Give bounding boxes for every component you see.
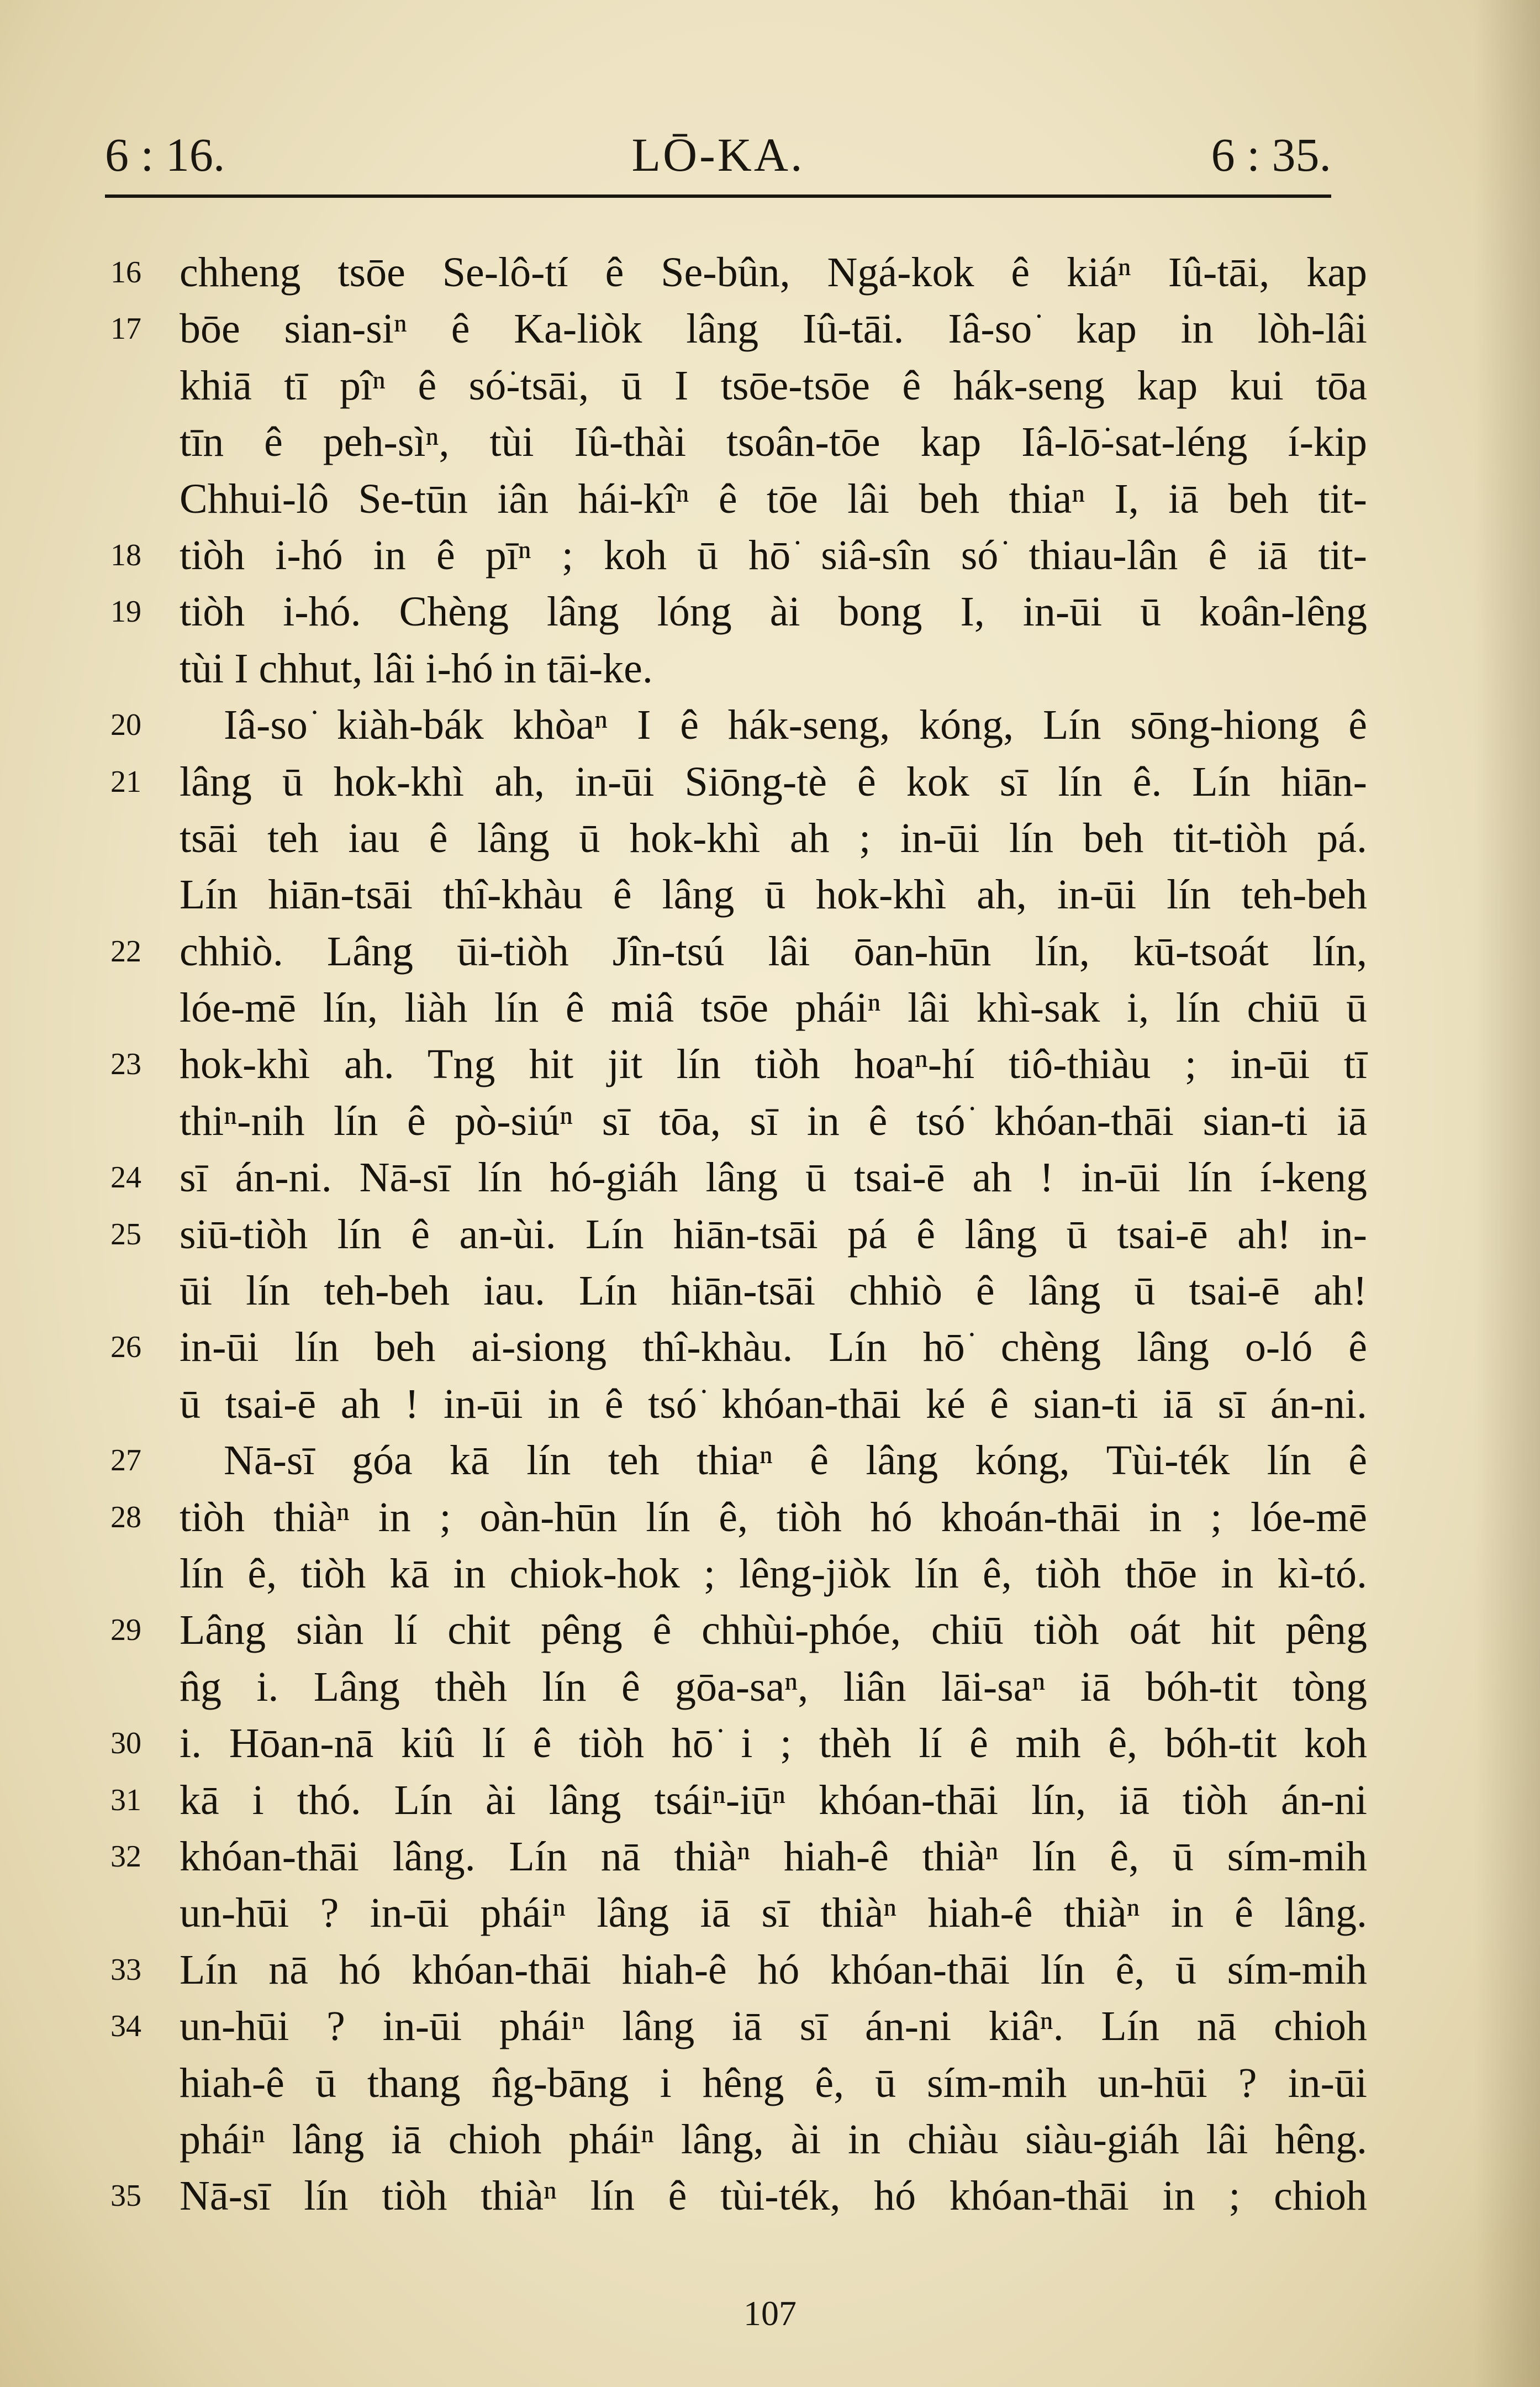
chapter-verse-end: 6 : 35. <box>1211 128 1331 181</box>
text-line <box>0 246 1540 302</box>
text-line <box>0 2113 1540 2169</box>
text-line <box>0 812 1540 868</box>
text-line <box>0 359 1540 416</box>
verse-number: 27 <box>110 1443 141 1478</box>
line-text: thiⁿ-nih lín ê pò-siúⁿ sī tōa, sī in ê tsó͘ khóan-thāi sian-ti iā <box>180 1097 1367 1144</box>
line-text: un-hūi ? in-ūi pháiⁿ lâng iā sī án-ni kiâⁿ. Lín nā chioh <box>180 2003 1367 2050</box>
text-line <box>0 302 1540 359</box>
line-text: un-hūi ? in-ūi pháiⁿ lâng iā sī thiàⁿ hiah-ê thiàⁿ in ê lâng. <box>180 1890 1367 1937</box>
text-line <box>0 585 1540 642</box>
verse-number: 33 <box>110 1952 141 1987</box>
line-text: lâng ū hok-khì ah, in-ūi Siōng-tè ê kok sī lín ê. Lín hiān- <box>180 758 1367 805</box>
chapter-verse-start: 6 : 16. <box>105 128 225 181</box>
verse-number: 22 <box>110 934 141 969</box>
text-line <box>0 1321 1540 1377</box>
line-text: siū-tiòh lín ê an-ùi. Lín hiān-tsāi pá ê lâng ū tsai-ē ah! in- <box>180 1211 1367 1258</box>
line-text: khiā tī pîⁿ ê só͘-tsāi, ū I tsōe-tsōe ê hák-seng kap kui tōa <box>180 362 1367 409</box>
line-text: khóan-thāi lâng. Lín nā thiàⁿ hiah-ê thiàⁿ lín ê, ū sím-mih <box>180 1833 1367 1880</box>
verse-number: 30 <box>110 1726 141 1761</box>
verse-number: 21 <box>110 764 141 799</box>
line-text: Nā-sī góa kā lín teh thiaⁿ ê lâng kóng, Tùi-ték lín ê <box>224 1437 1367 1484</box>
text-line <box>0 1774 1540 1830</box>
text-line <box>0 1264 1540 1321</box>
verse-number: 26 <box>110 1330 141 1365</box>
text-line <box>0 1491 1540 1547</box>
line-text: pháiⁿ lâng iā chioh pháiⁿ lâng, ài in chiàu siàu-giáh lâi hêng. <box>180 2116 1367 2163</box>
text-line <box>0 1434 1540 1490</box>
line-text: lín ê, tiòh kā in chiok-hok ; lêng-jiòk lín ê, tiòh thōe in kì-tó. <box>180 1550 1367 1597</box>
text-line <box>0 755 1540 812</box>
line-text: tīn ê peh-sìⁿ, tùi Iû-thài tsoân-tōe kap Iâ-lō͘-sat-léng í-kip <box>180 419 1367 466</box>
text-line <box>0 1660 1540 1717</box>
line-text: i. Hōan-nā kiû lí ê tiòh hō͘ i ; thèh lí ê mih ê, bóh-tit koh <box>180 1720 1367 1767</box>
text-line <box>0 1717 1540 1773</box>
verse-number: 18 <box>110 538 141 572</box>
line-text: Nā-sī lín tiòh thiàⁿ lín ê tùi-ték, hó khóan-thāi in ; chioh <box>180 2173 1367 2220</box>
verse-number: 17 <box>110 312 141 346</box>
line-text: Lâng siàn lí chit pêng ê chhùi-phóe, chiū tiòh oát hit pêng <box>180 1607 1367 1654</box>
line-text: tùi I chhut, lâi i-hó in tāi-ke. <box>180 645 653 692</box>
text-line <box>0 2057 1540 2113</box>
verse-number: 24 <box>110 1160 141 1195</box>
book-title: LŌ-KA. <box>631 128 805 181</box>
text-line <box>0 925 1540 981</box>
verse-number: 31 <box>110 1783 141 1817</box>
line-text: ū tsai-ē ah ! in-ūi in ê tsó͘ khóan-thāi ké ê sian-ti iā sī án-ni. <box>180 1380 1367 1427</box>
text-line <box>0 1547 1540 1603</box>
text-line <box>0 1151 1540 1207</box>
line-text: bōe sian-siⁿ ê Ka-liòk lâng Iû-tāi. Iâ-so͘ kap in lòh-lâi <box>180 306 1367 353</box>
text-line <box>0 642 1540 698</box>
running-header <box>105 127 1331 204</box>
verse-number: 23 <box>110 1047 141 1082</box>
line-text: Chhui-lô Se-tūn iân hái-kîⁿ ê tōe lâi beh thiaⁿ I, iā beh tit- <box>180 475 1367 522</box>
line-text: tiòh thiàⁿ in ; oàn-hūn lín ê, tiòh hó khoán-thāi in ; lóe-mē <box>180 1494 1367 1540</box>
line-text: tsāi teh iau ê lâng ū hok-khì ah ; in-ūi lín beh tit-tiòh pá. <box>180 814 1367 861</box>
text-line <box>0 981 1540 1038</box>
line-text: n̂g i. Lâng thèh lín ê gōa-saⁿ, liân lāi-saⁿ iā bóh-tit tòng <box>180 1663 1367 1710</box>
text-line <box>0 1208 1540 1264</box>
text-line <box>0 1886 1540 1943</box>
verse-number: 16 <box>110 255 141 290</box>
text-line <box>0 1943 1540 2000</box>
text-line <box>0 472 1540 529</box>
text-line <box>0 1377 1540 1434</box>
line-text: lóe-mē lín, liàh lín ê miâ tsōe pháiⁿ lâi khì-sak i, lín chiū ū <box>180 985 1367 1032</box>
line-text: kā i thó. Lín ài lâng tsáiⁿ-iūⁿ khóan-thāi lín, iā tiòh án-ni <box>180 1776 1367 1823</box>
text-line <box>0 529 1540 585</box>
page-number: 107 <box>743 2294 797 2333</box>
verse-number: 20 <box>110 708 141 743</box>
line-text: ūi lín teh-beh iau. Lín hiān-tsāi chhiò ê lâng ū tsai-ē ah! <box>180 1268 1367 1315</box>
header-rule <box>105 194 1331 198</box>
line-text: Iâ-so͘ kiàh-bák khòaⁿ I ê hák-seng, kóng, Lín sōng-hiong ê <box>224 702 1367 749</box>
text-line <box>0 416 1540 472</box>
text-line <box>0 1095 1540 1151</box>
text-line <box>0 1830 1540 1886</box>
line-text: Lín hiān-tsāi thî-khàu ê lâng ū hok-khì ah, in-ūi lín teh-beh <box>180 871 1367 918</box>
text-line <box>0 868 1540 924</box>
line-text: chheng tsōe Se-lô-tí ê Se-bûn, Ngá-kok ê kiáⁿ Iû-tāi, kap <box>180 249 1367 296</box>
line-text: in-ūi lín beh ai-siong thî-khàu. Lín hō͘ chèng lâng o-ló ê <box>180 1324 1367 1371</box>
verse-number: 29 <box>110 1613 141 1648</box>
text-line <box>0 1603 1540 1660</box>
text-line <box>0 1038 1540 1094</box>
line-text: chhiò. Lâng ūi-tiòh Jîn-tsú lâi ōan-hūn lín, kū-tsoát lín, <box>180 928 1367 975</box>
verse-number: 32 <box>110 1839 141 1874</box>
line-text: Lín nā hó khóan-thāi hiah-ê hó khóan-thāi lín ê, ū sím-mih <box>180 1946 1367 1993</box>
text-line <box>0 2000 1540 2056</box>
verse-number: 25 <box>110 1217 141 1252</box>
text-line <box>0 698 1540 755</box>
line-text: hok-khì ah. Tng hit jit lín tiòh hoaⁿ-hí tiô-thiàu ; in-ūi tī <box>180 1041 1367 1088</box>
text-block <box>0 246 1540 2226</box>
text-line <box>0 2169 1540 2226</box>
verse-number: 28 <box>110 1500 141 1534</box>
line-text: tiòh i-hó in ê pīⁿ ; koh ū hō͘ siâ-sîn só͘ thiau-lân ê iā tit- <box>180 532 1367 579</box>
verse-number: 34 <box>110 2009 141 2044</box>
verse-number: 19 <box>110 595 141 629</box>
line-text: sī án-ni. Nā-sī lín hó-giáh lâng ū tsai-ē ah ! in-ūi lín í-keng <box>180 1154 1367 1201</box>
verse-number: 35 <box>110 2179 141 2214</box>
line-text: tiòh i-hó. Chèng lâng lóng ài bong I, in-ūi ū koân-lêng <box>180 588 1367 635</box>
line-text: hiah-ê ū thang n̂g-bāng i hêng ê, ū sím-mih un-hūi ? in-ūi <box>180 2059 1367 2106</box>
